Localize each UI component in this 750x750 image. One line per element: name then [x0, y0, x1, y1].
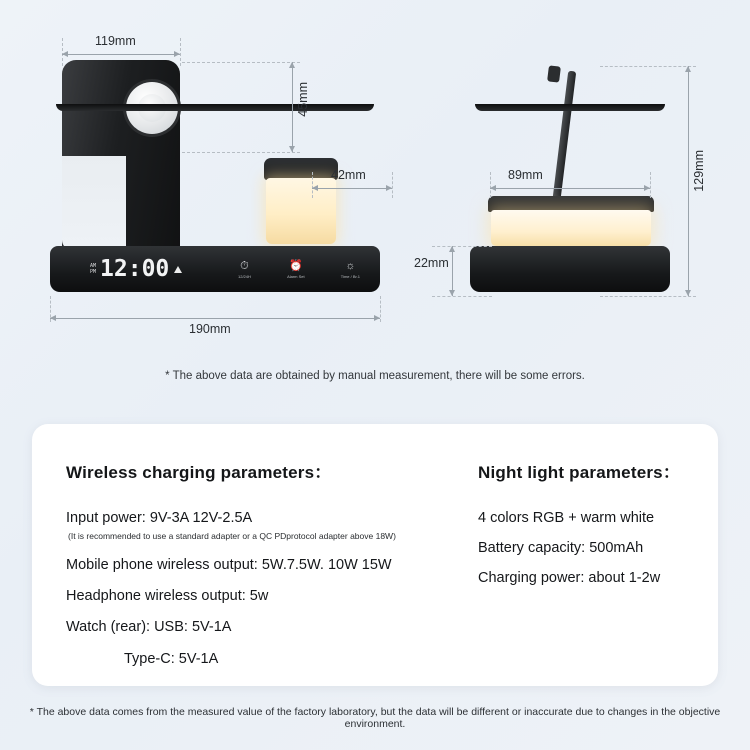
arrow-left-42 — [312, 185, 318, 191]
guide-89-right — [650, 172, 651, 198]
headphone-output-line: Headphone wireless output: 5w — [66, 588, 269, 605]
lamp-arm-tip — [547, 65, 561, 82]
clock-display — [90, 254, 230, 284]
dimline-22mm — [452, 246, 453, 296]
label-42mm: 42mm — [331, 168, 366, 182]
arrow-right-119 — [174, 51, 180, 57]
guide-left-top-2 — [180, 38, 181, 66]
parameters-panel — [32, 424, 718, 686]
clock-glyph: ⏱ — [240, 260, 249, 272]
dimline-190mm — [50, 318, 380, 319]
stand-notch — [62, 156, 126, 250]
measurement-note: * The above data are obtained by manual measurement, there will be some errors. — [165, 370, 585, 382]
night-light-module-side — [488, 196, 654, 248]
night-light-cap — [264, 158, 338, 180]
arrow-down-129 — [685, 290, 691, 296]
colors-line: 4 colors RGB + warm white — [478, 510, 655, 526]
arrow-right-190 — [374, 315, 380, 321]
arrow-down-45 — [289, 146, 295, 152]
dimline-42mm — [312, 188, 392, 189]
arrow-right-89 — [644, 185, 650, 191]
dimline-119mm — [62, 54, 180, 55]
label-119mm: 119mm — [95, 34, 136, 48]
adapter-note: (It is recommended to use a standard adapter or a QC PDprotocol adapter above 18W) — [68, 531, 396, 542]
triangle-icon — [174, 266, 182, 273]
guide-42-right — [392, 172, 393, 198]
alarm-icon — [287, 261, 305, 279]
am-label: AM — [90, 263, 97, 269]
guide-129-top — [600, 66, 696, 67]
input-power-line: Input power: 9V-3A 12V-2.5A — [66, 510, 253, 526]
arrow-left-190 — [50, 315, 56, 321]
label-190mm: 190mm — [189, 322, 231, 336]
indicator-icons — [238, 260, 360, 280]
arrow-left-89 — [490, 185, 496, 191]
arrow-down-22 — [449, 290, 455, 296]
dimline-45mm — [292, 62, 293, 152]
dimline-129mm — [688, 66, 689, 296]
type-c-line: Type-C: 5V-1A — [124, 650, 219, 667]
product-front-view — [50, 60, 380, 310]
alarm-caption: Alarm Set — [287, 274, 305, 279]
arrow-left-119 — [62, 51, 68, 57]
arrow-up-22 — [449, 246, 455, 252]
guide-22-top — [432, 246, 492, 247]
footer-note: * The above data comes from the measured value of the factory laboratory, but the data will be different or inaccurate due to changes in the objective environment. — [29, 706, 721, 730]
arrow-up-129 — [685, 66, 691, 72]
guide-129-bottom — [600, 296, 696, 297]
charger-base-side — [470, 246, 670, 292]
label-129mm: 129mm — [692, 150, 706, 192]
charger-base-foot-front — [56, 104, 374, 111]
brightness-caption: Time / Br.1 — [340, 274, 360, 279]
product-side-view — [470, 60, 670, 310]
label-45mm: 45mm — [296, 82, 310, 117]
battery-line: Battery capacity: 500mAh — [478, 540, 644, 557]
clock-caption: 12/24H — [238, 274, 251, 279]
alarm-glyph: ⏰ — [288, 260, 303, 272]
label-22mm: 22mm — [414, 256, 449, 270]
watch-usb-line: Watch (rear): USB: 5V-1A — [66, 619, 232, 636]
arrow-right-42 — [386, 185, 392, 191]
wireless-charging-title: Wireless charging parameters： — [66, 463, 332, 482]
pm-label: PM — [90, 269, 97, 275]
guide-190-right — [380, 296, 381, 322]
clock-12-24-icon — [238, 261, 251, 279]
night-light-glow-side — [491, 210, 651, 246]
guide-45-bottom — [182, 152, 300, 153]
brightness-glyph: ☼ — [345, 260, 356, 272]
label-89mm: 89mm — [508, 168, 543, 182]
clock-time: 12:00 — [100, 256, 170, 282]
arrow-up-45 — [289, 62, 295, 68]
charging-power-line: Charging power: about 1-2w — [478, 570, 661, 587]
night-light-module-front — [262, 158, 340, 246]
night-light-title: Night light parameters： — [478, 463, 681, 482]
guide-22-bottom — [432, 296, 492, 297]
guide-45-top — [182, 62, 300, 63]
brightness-icon — [341, 261, 360, 279]
night-light-column — [466, 458, 688, 686]
wireless-charging-column — [66, 458, 466, 686]
phone-output-line: Mobile phone wireless output: 5W.7.5W. 10W 15W — [66, 557, 392, 574]
dimline-89mm — [490, 188, 650, 189]
charger-base-foot-side — [475, 104, 665, 111]
